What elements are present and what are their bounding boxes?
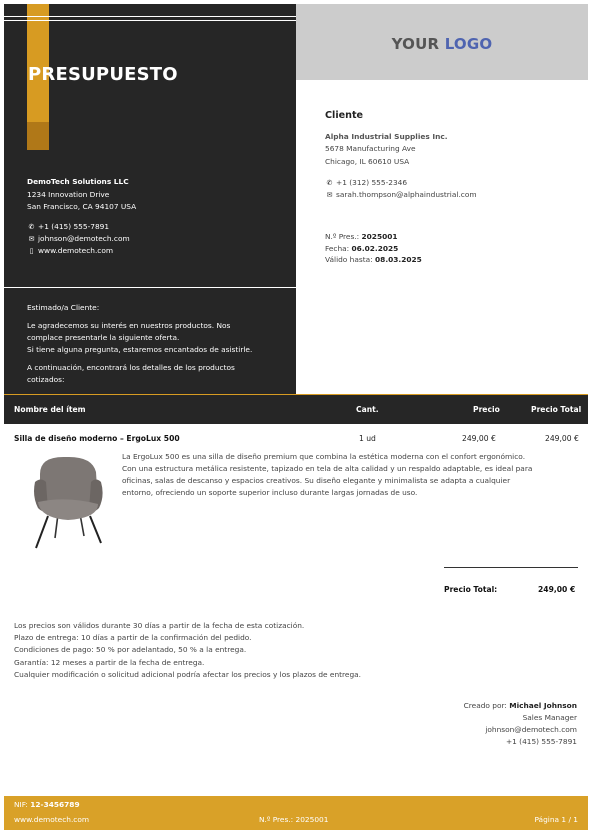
footer: [4, 796, 588, 830]
item-desc-line-4: entorno, ofreciendo un soporte superior incluso durante largas jornadas de uso.: [122, 488, 418, 497]
top-rule-2: [4, 20, 296, 21]
signer-label: Creado por:: [463, 701, 507, 710]
greeting-paragraph-1: [27, 320, 289, 356]
logo-box: [296, 4, 588, 80]
logo-part-1: YOUR: [391, 35, 440, 53]
company-address-1: 1234 Innovation Drive: [27, 189, 110, 199]
phone-icon: ✆: [326, 178, 333, 187]
signer-row: [464, 700, 577, 712]
greeting-paragraph-2: [27, 362, 289, 386]
footer-quote-number: [259, 815, 328, 824]
item-desc-line-3: oficinas, salas de descanso y espacios creativos. Su diseño elegante y minimalista se adapta a cualquier: [122, 476, 511, 485]
signer-name: Michael Johnson: [509, 701, 577, 710]
greeting-p1-line2: complace presentarle la siguiente oferta.: [27, 333, 180, 342]
quote-meta: [325, 231, 422, 266]
signer-role: Sales Manager: [522, 713, 577, 722]
left-panel-divider: [4, 287, 296, 288]
quote-date-label: Fecha:: [325, 243, 350, 253]
quote-number-label: N.º Pres.:: [325, 232, 360, 241]
item-desc-line-1: La ErgoLux 500 es una silla de diseño premium que combina la estética moderna con el confort ergonómico.: [122, 452, 526, 461]
col-header-item: Nombre del ítem: [14, 405, 86, 414]
item-desc-line-2: Con una estructura metálica resistente, tapizado en tela de alta calidad y un respaldo adaptable, es ideal para: [122, 464, 533, 473]
term-line-3: Condiciones de pago: 50 % por adelantado, 50 % a la entrega.: [14, 645, 247, 655]
company-phone-row: [27, 222, 136, 234]
term-line-2: Plazo de entrega: 10 días a partir de la confirmación del pedido.: [14, 633, 252, 643]
footer-nif-value: 12-3456789: [30, 800, 80, 809]
client-email-row[interactable]: [325, 189, 477, 201]
term-line-1: Los precios son válidos durante 30 días a partir de la fecha de esta cotización.: [14, 621, 305, 630]
company-email[interactable]: johnson@demotech.com: [38, 234, 130, 244]
greeting-p1-line3: Si tiene alguna pregunta, estaremos encantados de asistirle.: [27, 345, 253, 354]
col-header-price: Precio: [473, 405, 500, 414]
footer-pres-number: 2025001: [295, 815, 329, 824]
chair-image: [26, 452, 110, 552]
greeting-p2-line2: cotizados:: [27, 375, 65, 384]
client-heading: Cliente: [325, 110, 364, 121]
top-rule-1: [4, 16, 296, 17]
quote-valid-row: [325, 254, 422, 266]
col-header-total: Precio Total: [531, 405, 582, 414]
total-rule: [444, 567, 578, 568]
client-phone-row: [325, 177, 477, 189]
table-header: [4, 395, 588, 424]
company-website[interactable]: www.demotech.com: [38, 246, 114, 256]
term-line-4: Garantía: 12 meses a partir de la fecha de entrega.: [14, 657, 205, 667]
quote-valid-label: Válido hasta:: [325, 255, 373, 264]
footer-website[interactable]: www.demotech.com: [14, 815, 90, 824]
accent-bar-shade: [27, 122, 49, 150]
company-phone: +1 (415) 555-7891: [38, 222, 110, 232]
client-info: [325, 110, 477, 201]
client-name: Alpha Industrial Supplies Inc.: [325, 132, 448, 141]
envelope-icon: ✉: [326, 190, 333, 199]
item-price: 249,00 €: [462, 434, 496, 443]
envelope-icon: ✉: [28, 235, 35, 244]
quote-date: 06.02.2025: [351, 243, 399, 253]
footer-page-number: Página 1 / 1: [534, 815, 578, 824]
signer-email[interactable]: johnson@demotech.com: [485, 725, 577, 734]
phone-icon: ✆: [28, 223, 35, 232]
greeting-p1-line1: Le agradecemos su interés en nuestros productos. Nos: [27, 321, 231, 330]
chair-leg-front-left: [36, 516, 48, 548]
logo: [296, 35, 588, 53]
footer-pres-label: N.º Pres.:: [259, 815, 294, 824]
chair-leg-front-right: [90, 516, 101, 543]
greeting: [27, 302, 289, 392]
globe-icon: ▯: [29, 247, 34, 256]
company-info: [27, 176, 136, 258]
footer-nif-label: NIF:: [14, 800, 28, 809]
quote-number-row: [325, 231, 422, 243]
company-email-row[interactable]: [27, 234, 136, 246]
item-description: [122, 451, 572, 499]
document-title: PRESUPUESTO: [28, 64, 178, 85]
logo-part-2: LOGO: [444, 35, 493, 53]
company-web-row[interactable]: [27, 246, 136, 258]
footer-nif: [14, 800, 80, 809]
signer-block: [464, 700, 577, 748]
item-total: 249,00 €: [545, 434, 579, 443]
total-label: Precio Total:: [444, 585, 498, 594]
quote-valid-until: 08.03.2025: [375, 255, 422, 264]
client-address-1: 5678 Manufacturing Ave: [325, 144, 416, 153]
company-address-2: San Francisco, CA 94107 USA: [27, 202, 137, 211]
signer-phone: +1 (415) 555-7891: [505, 737, 577, 746]
client-phone: +1 (312) 555-2346: [336, 178, 408, 188]
item-qty: 1 ud: [359, 434, 376, 443]
total-value: 249,00 €: [538, 585, 576, 594]
company-name: DemoTech Solutions LLC: [27, 177, 129, 186]
greeting-p2-line1: A continuación, encontrará los detalles de los productos: [27, 363, 235, 372]
client-address-2: Chicago, IL 60610 USA: [325, 156, 410, 166]
terms: [14, 620, 361, 681]
quote-date-row: [325, 243, 422, 255]
item-name: Silla de diseño moderno – ErgoLux 500: [14, 434, 180, 443]
quote-number: 2025001: [361, 232, 398, 241]
company-contacts: [27, 222, 136, 258]
greeting-salutation: Estimado/a Cliente:: [27, 303, 100, 312]
client-email[interactable]: sarah.thompson@alphaindustrial.com: [336, 190, 477, 200]
term-line-5: Cualquier modificación o solicitud adicional podría afectar los precios y los plazos de entrega.: [14, 669, 362, 679]
client-contacts: [325, 177, 477, 201]
col-header-qty: Cant.: [356, 405, 379, 414]
